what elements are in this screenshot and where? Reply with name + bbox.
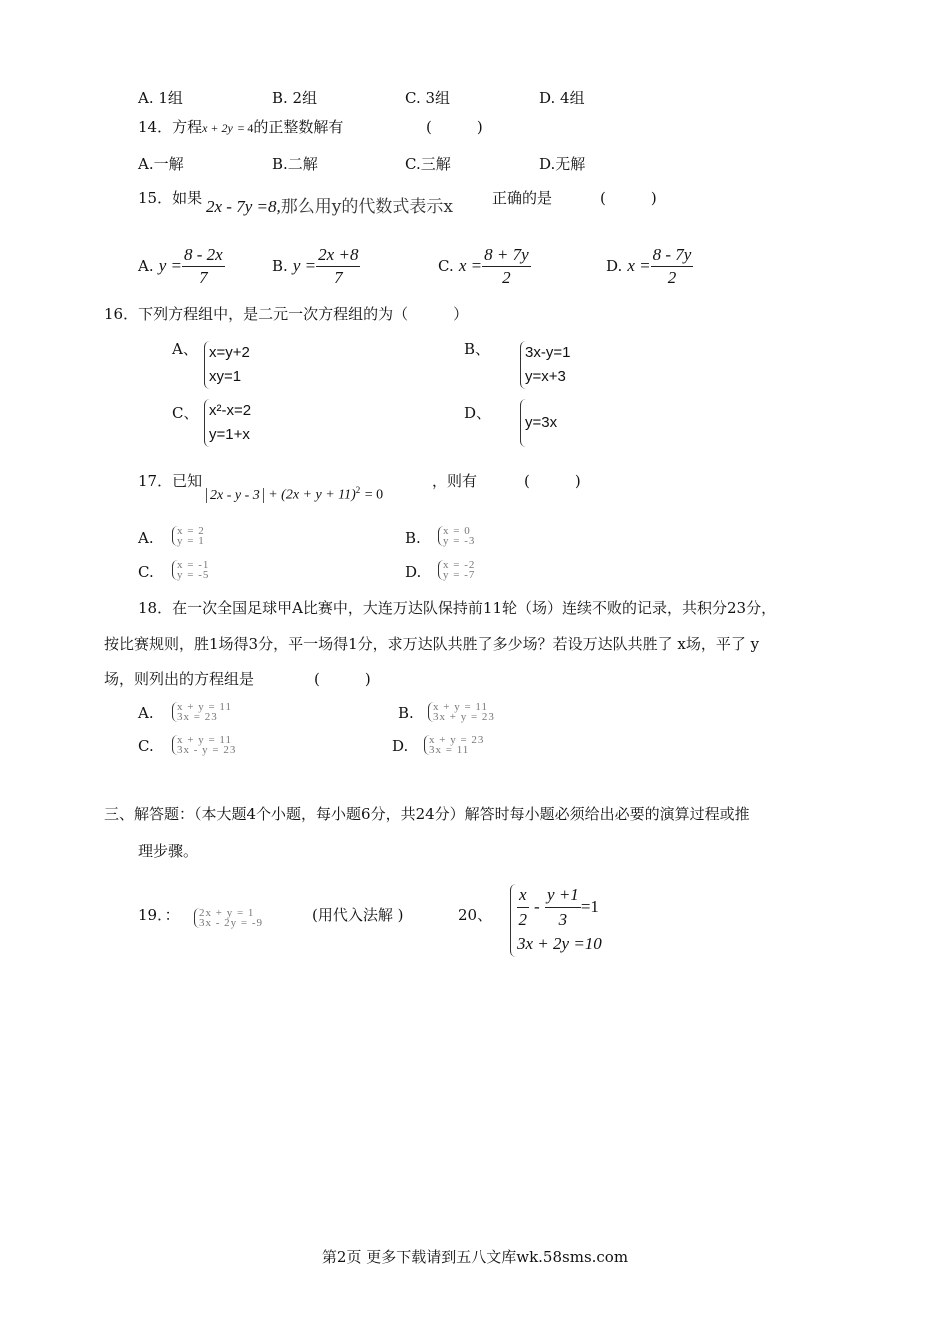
q16-option-c-label: C、	[172, 404, 199, 422]
system-equation-2: y = 1	[177, 535, 205, 547]
q17-abs-expression: 2x - y - 3	[206, 488, 264, 503]
fraction-denominator: 3	[558, 910, 568, 929]
q13-option-c: C. 3组	[405, 89, 451, 107]
q16-option-b-label: B、	[464, 340, 491, 358]
q17-option-a-label: A.	[138, 529, 154, 547]
q14-option-c: C.三解	[405, 155, 451, 173]
section-3-heading: 三、解答题：（本大题4个小题，每小题6分，共24分）解答时每小题必须给出必要的演算过程或推	[104, 805, 750, 823]
q15-option-fraction	[651, 245, 694, 288]
q15-option-var: x =	[627, 256, 651, 275]
fraction-denominator: 7	[199, 268, 208, 287]
fraction-numerator: 8 - 2x	[182, 245, 225, 267]
q20-equation-1	[517, 884, 602, 931]
q14-eq-lhs: x + 2y	[202, 121, 233, 135]
brace-icon	[204, 399, 251, 447]
q16-option-d-system	[520, 399, 557, 447]
brace-icon	[204, 341, 250, 389]
system-equation-1: 2x + y = 1	[199, 907, 255, 919]
q19-label: 19．：	[138, 906, 180, 924]
brace-icon	[428, 702, 495, 722]
system-equation-2: y = -5	[177, 569, 210, 581]
brace-icon	[424, 735, 484, 755]
q18-answer-paren: ( )	[314, 670, 371, 688]
fraction-denominator: 2	[518, 910, 528, 929]
q17-eq-zero: = 0	[364, 487, 384, 503]
q15-option-label: C.	[438, 257, 454, 275]
q20-label: 20、	[458, 906, 493, 924]
system-equation-2: 3x - y = 23	[177, 744, 237, 756]
q15-option-fraction	[182, 245, 225, 288]
section-3-heading-cont: 理步骤。	[138, 842, 199, 860]
q14-prefix: 14．方程	[138, 118, 203, 136]
brace-icon	[194, 908, 263, 928]
system-equation-1: y=3x	[525, 414, 558, 431]
q16-option-b-system	[520, 341, 570, 389]
system-equation-1: x = 2	[177, 525, 205, 537]
q20-system	[510, 884, 602, 957]
system-equation-1: x + y = 11	[433, 701, 488, 713]
q13-option-a: A. 1组	[138, 89, 183, 107]
system-equation-2: 3x + y = 23	[433, 711, 495, 723]
brace-icon	[510, 884, 602, 957]
fraction-denominator: 2	[667, 268, 677, 287]
q18-option-a-label: A.	[138, 704, 154, 722]
q16-option-a-label: A、	[172, 340, 198, 358]
q18-option-c-label: C.	[138, 737, 154, 755]
q15-option-a	[138, 245, 225, 288]
q17-power: 2	[355, 485, 361, 495]
q14-suffix: 的正整数解有	[253, 118, 344, 136]
q15-suffix: 正确的是	[492, 189, 553, 207]
fraction-denominator: 7	[334, 268, 343, 287]
q17-option-b-label: B.	[405, 529, 421, 547]
system-equation-2: y = -7	[443, 569, 476, 581]
brace-icon	[172, 702, 232, 722]
system-equation-1: x = 0	[443, 525, 471, 537]
q17-suffix: ，则有	[432, 472, 478, 490]
q15-equation: 2x - 7y =8,	[206, 197, 281, 216]
q15-option-d	[606, 245, 693, 288]
q20-fraction-y-plus-1-over-3	[545, 884, 581, 931]
q18-option-c-system	[172, 735, 236, 757]
q20-minus: -	[533, 897, 540, 916]
q17-prefix: 17．已知	[138, 472, 203, 490]
system-equation-2: y = -3	[443, 535, 476, 547]
brace-icon	[172, 560, 209, 580]
q16-option-c-system	[204, 399, 251, 447]
q20-eq1-rhs: =1	[580, 897, 599, 916]
system-equation-2: y=x+3	[525, 368, 566, 385]
fraction-denominator: 2	[502, 268, 511, 287]
q15-option-var: y =	[292, 256, 317, 275]
system-equation-1: x + y = 11	[177, 701, 232, 713]
q15-option-label: B.	[272, 257, 288, 275]
q15-answer-paren: ( )	[600, 189, 657, 207]
brace-icon	[172, 735, 236, 755]
system-equation-2: y=1+x	[209, 426, 250, 443]
q15-option-fraction	[482, 245, 531, 288]
fraction-numerator: y +1	[545, 884, 581, 908]
q14-option-a: A.一解	[138, 155, 184, 173]
q18-option-a-system	[172, 702, 232, 724]
q15-option-var: y =	[158, 256, 182, 275]
q14-eq-rhs: = 4	[237, 121, 254, 135]
q19-system	[194, 908, 263, 930]
q17-rest-expression: + (2x + y + 11)	[268, 487, 356, 503]
system-equation-2: 3x = 23	[177, 711, 218, 723]
q17-option-a-system	[172, 526, 205, 548]
q18-line-2: 按比赛规则，胜1场得3分，平一场得1分，求万达队共胜了多少场？若设万达队共胜了 x场，平了 y	[104, 635, 760, 653]
q17-option-b-system	[438, 526, 475, 548]
system-equation-1: x + y = 11	[177, 734, 232, 746]
brace-icon	[438, 526, 475, 546]
system-equation-1: x = -2	[443, 559, 476, 571]
system-equation-1: 3x-y=1	[525, 344, 571, 361]
q14-answer-paren: ( )	[426, 118, 483, 136]
system-equation-1: x + y = 23	[429, 734, 485, 746]
q15-option-b	[272, 245, 360, 288]
q18-line-3: 场，则列出的方程组是	[104, 670, 255, 688]
q14-option-d: D.无解	[539, 155, 586, 173]
system-equation-2: 3x - 2y = -9	[199, 917, 264, 929]
fraction-numerator: 2x +8	[316, 245, 360, 267]
q18-option-b-system	[428, 702, 495, 724]
page-footer: 第2页 更多下载请到五八文库wk.58sms.com	[321, 1248, 629, 1266]
q15-option-var: x =	[458, 256, 483, 275]
brace-icon	[520, 341, 570, 389]
q18-line-1: 18．在一次全国足球甲A比赛中，大连万达队保持前11轮（场）连续不败的记录，共积分23分，	[138, 599, 777, 617]
q14-option-b: B.二解	[272, 155, 318, 173]
q20-equation-2: 3x + 2y =10	[517, 934, 602, 953]
q17-option-c-label: C.	[138, 563, 154, 581]
q16-option-a-system	[204, 341, 250, 389]
q19-method-note: (用代入法解 )	[312, 906, 404, 924]
q17-answer-paren: ( )	[524, 472, 581, 490]
brace-icon	[172, 526, 205, 546]
q20-fraction-x-over-2	[517, 884, 529, 931]
brace-icon	[438, 560, 475, 580]
q15-condition	[206, 197, 453, 217]
system-equation-1: x²-x=2	[209, 402, 252, 419]
q15-prefix: 15．如果	[138, 189, 203, 207]
q15-option-c	[438, 245, 531, 288]
system-equation-2: xy=1	[209, 368, 242, 385]
q17-option-d-system	[438, 560, 475, 582]
fraction-numerator: 8 + 7y	[482, 245, 531, 267]
q16-option-d-label: D、	[464, 404, 492, 422]
q15-option-fraction	[316, 245, 360, 288]
q14-stem	[138, 118, 343, 137]
q13-option-b: B. 2组	[272, 89, 318, 107]
q18-option-b-label: B.	[398, 704, 414, 722]
q17-option-c-system	[172, 560, 209, 582]
brace-icon	[520, 399, 557, 447]
q15-middle-text: 那么用y的代数式表示x	[280, 197, 453, 217]
q17-condition	[206, 482, 383, 504]
q16-stem: 16．下列方程组中，是二元一次方程组的为（ ）	[104, 305, 469, 323]
system-equation-1: x = -1	[177, 559, 210, 571]
system-equation-1: x=y+2	[209, 344, 250, 361]
q18-option-d-label: D.	[392, 737, 409, 755]
q15-option-label: A.	[138, 257, 154, 275]
q18-option-d-system	[424, 735, 484, 757]
fraction-numerator: x	[517, 884, 529, 908]
q17-option-d-label: D.	[405, 563, 422, 581]
system-equation-2: 3x = 11	[429, 744, 470, 756]
q15-option-label: D.	[606, 257, 623, 275]
q13-option-d: D. 4组	[539, 89, 585, 107]
fraction-numerator: 8 - 7y	[651, 245, 694, 267]
